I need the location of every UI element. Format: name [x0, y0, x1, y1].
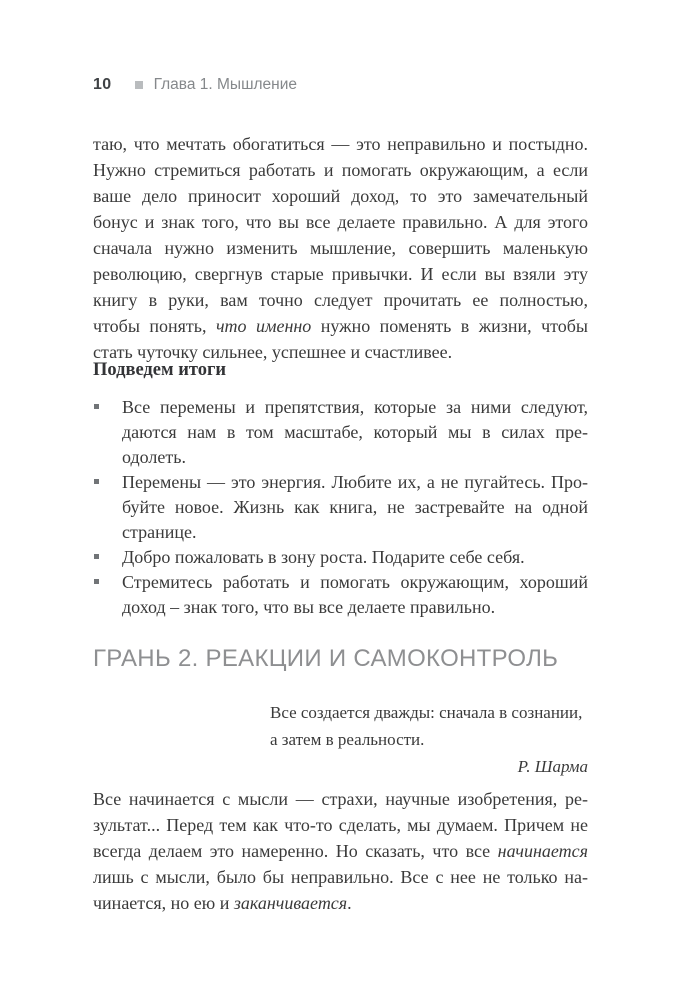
text-line: одолеть. [122, 447, 186, 467]
summary-heading: Подведем итоги [93, 360, 227, 380]
text-line: Все начинается с мысли — страхи, научные изобретения, ре- [93, 789, 588, 809]
bullet-square-icon [94, 479, 99, 484]
text-line: буйте новое. Жизнь как книга, не застревайте на одной [122, 497, 588, 517]
text-line: зультат... Перед тем как что-то сделать, мы думаем. Причем не [93, 815, 588, 835]
list-item [93, 470, 588, 545]
epigraph-attribution: Р. Шарма [517, 757, 588, 776]
page-header [93, 76, 297, 94]
paragraph-continuation [93, 131, 588, 365]
bullet-square-icon [94, 404, 99, 409]
epigraph [93, 699, 588, 780]
epigraph-text [270, 699, 588, 753]
list-item [93, 395, 588, 470]
list-item-text [122, 395, 588, 470]
square-separator-icon [135, 81, 143, 89]
section-heading: ГРАНЬ 2. РЕАКЦИИ И САМОКОНТРОЛЬ [93, 645, 559, 672]
text-line: сначала нужно изменить мышление, совершить маленькую [93, 238, 588, 258]
text-line: а затем в реальности. [270, 730, 425, 749]
chapter-title: Глава 1. Мышление [153, 76, 298, 93]
list-item [93, 570, 588, 620]
text-line: всегда делаем это намеренно. Но сказать, что все начинается [93, 841, 588, 861]
text-line: Стремитесь работать и помогать окружающим, хороший [122, 572, 588, 592]
text-line: таю, что мечтать обогатиться — это неправильно и постыдно. [93, 134, 588, 154]
text-line: Нужно стремиться работать и помогать окружающим, а если [93, 160, 588, 180]
text-line: Все перемены и препятствия, которые за ними следуют, [122, 397, 588, 417]
text-line: Перемены — это энергия. Любите их, а не пугайтесь. Про- [122, 472, 588, 492]
text-line: книгу в руки, вам точно следует прочитать ее полностью, [93, 290, 588, 310]
text-line: Добро пожаловать в зону роста. Подарите себе себя. [122, 547, 525, 567]
list-item-text [122, 545, 588, 570]
list-item-text [122, 470, 588, 545]
text-line: революцию, свергнув старые привычки. И если вы взяли эту [93, 264, 588, 284]
summary-list [93, 395, 588, 620]
paragraph-intro [93, 786, 588, 916]
text-line: доход – знак того, что вы все делаете правильно. [122, 597, 496, 617]
text-line: Все создается дважды: сначала в сознании, [270, 703, 583, 722]
text-line: даются нам в том масштабе, который мы в силах пре- [122, 422, 588, 442]
text-line: странице. [122, 522, 197, 542]
text-line: лишь с мысли, было бы неправильно. Все с нее не только на- [93, 867, 588, 887]
bullet-square-icon [94, 579, 99, 584]
bullet-square-icon [94, 554, 99, 559]
list-item [93, 545, 588, 570]
list-item-text [122, 570, 588, 620]
page-number: 10 [93, 76, 112, 93]
text-line: чтобы понять, что именно нужно поменять в жизни, чтобы [93, 316, 589, 336]
text-line: чинается, но ею и заканчивается. [93, 893, 352, 913]
text-line: бонус и знак того, что вы все делаете правильно. А для этого [93, 212, 588, 232]
text-line: стать чуточку сильнее, успешнее и счастливее. [93, 342, 453, 362]
text-line: ваше дело приносит хороший доход, то это замечательный [93, 186, 588, 206]
